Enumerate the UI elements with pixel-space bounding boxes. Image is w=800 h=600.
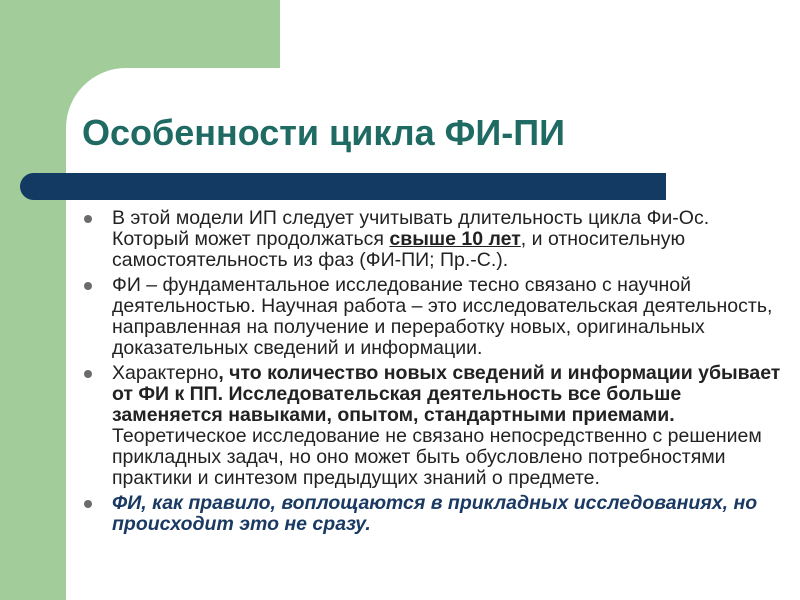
bullet-text: , и относительную самостоятельность из фаз (ФИ-ПИ; Пр.-С.). [112,228,686,271]
bullet-item [82,208,782,271]
bullet-emphasis-italic: ФИ, как правило, воплощаются в прикладных исследованиях, но происходит это не сразу. [112,492,758,535]
bullet-emphasis: , что количество новых сведений и информации убывает от ФИ к ПП. Исследовательская деятельность все больше заменяется навыками, опытом, стандартными приемами. [112,362,781,426]
bullet-text: ФИ – фундаментальное исследование тесно связано с научной деятельностью. Научная работа – это исследовательская деятельность, направленная на получение и переработку новых, оригинальных доказательных сведений и информации. [112,274,773,359]
bullet-item [82,275,782,359]
bullet-dot-icon [84,282,92,290]
bullet-item [82,363,782,489]
title-underline-bar [20,173,666,200]
bullet-dot-icon [84,370,92,378]
bullet-text: Теоретическое исследование не связано непосредственно с решением прикладных задач, но оно может быть обусловлено потребностями практики и синтезом предыдущих знаний о предмете. [112,425,762,489]
bullet-dot-icon [84,215,92,223]
bullet-item [82,493,782,535]
bullet-dot-icon [84,500,92,508]
bullet-emphasis: свыше 10 лет [389,228,521,250]
slide-title: Особенности цикла ФИ-ПИ [82,112,566,153]
bullet-text: Характерно [112,362,219,384]
bullet-text: В этой модели ИП следует учитывать длительность цикла Фи-Ос. Который может продолжаться [112,207,710,250]
bullet-list [82,208,782,539]
